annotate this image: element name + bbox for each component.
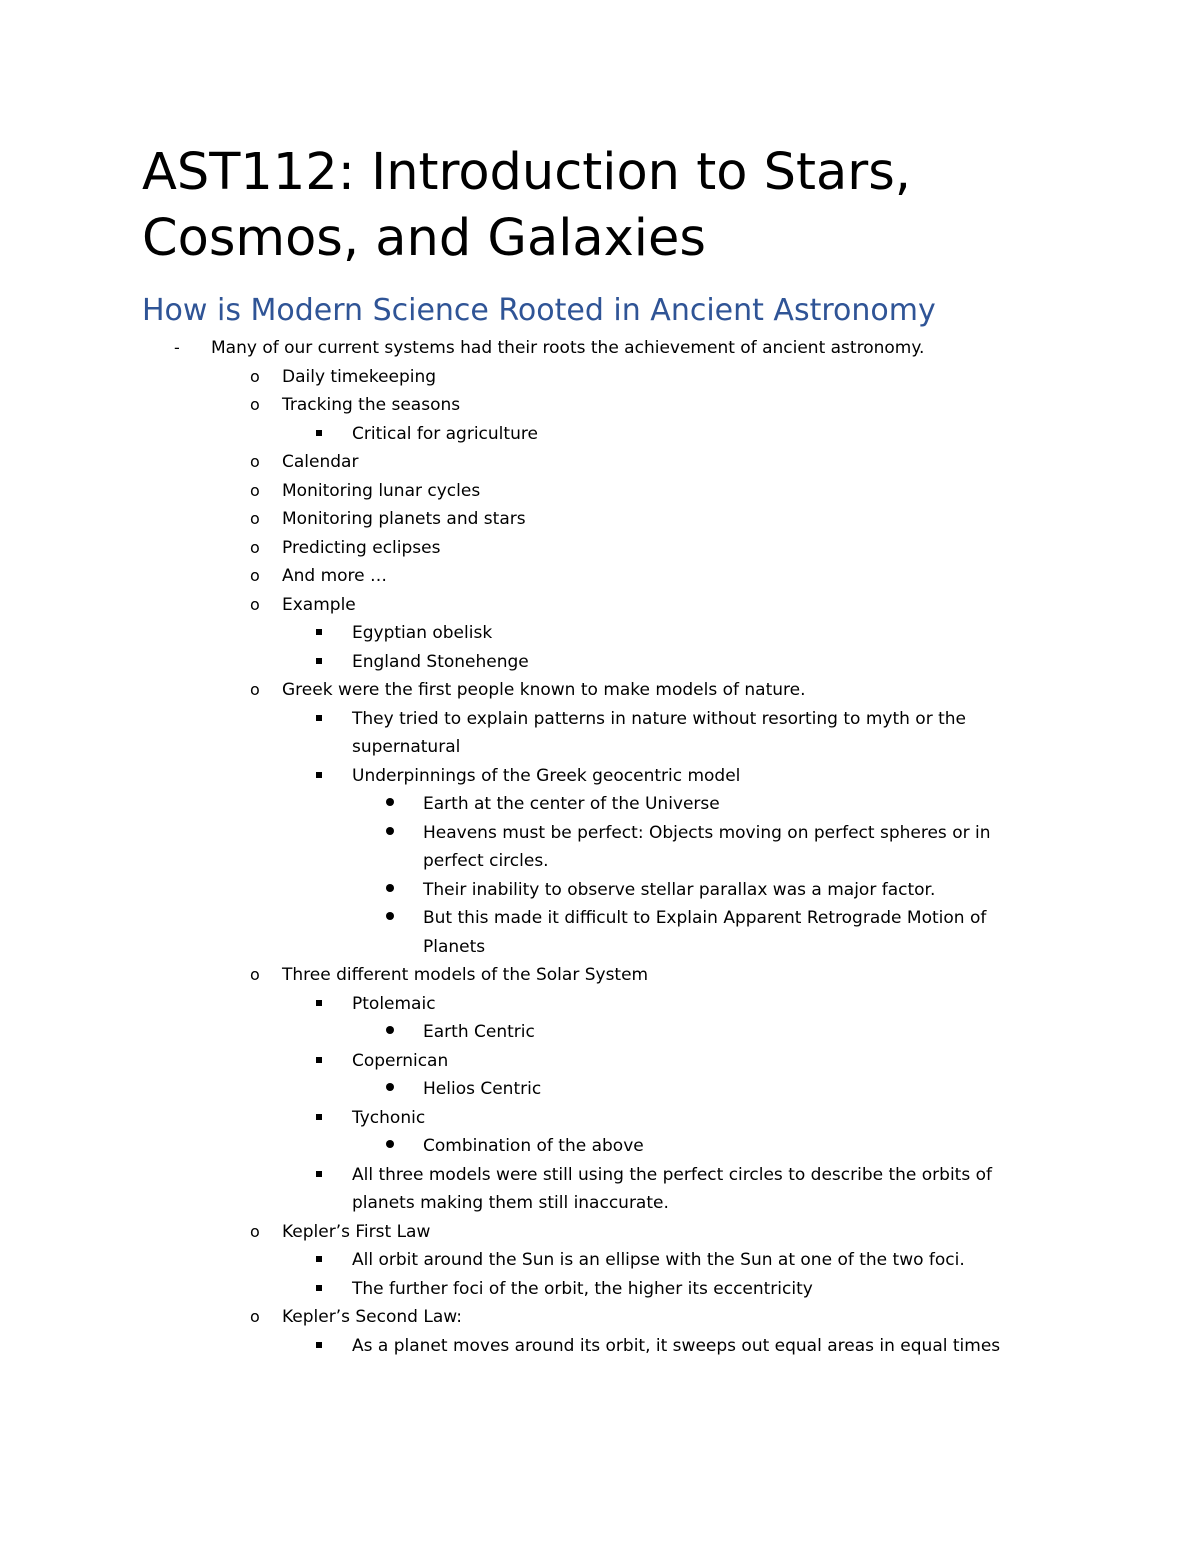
list-item: All orbit around the Sun is an ellipse with the Sun at one of the two foci. [0, 1246, 1014, 1275]
list-item: Critical for agriculture [0, 420, 1014, 449]
circle-bullet: o [250, 537, 260, 557]
list-item: o Greek were the first people known to make models of nature. [0, 676, 1011, 705]
square-bullet-icon [316, 420, 322, 449]
list-item: o Kepler’s Second Law: [0, 1303, 1011, 1332]
circle-bullet: o [250, 1221, 260, 1241]
circle-bullet: o [250, 366, 260, 386]
circle-bullet: o [250, 680, 260, 699]
list-item: o Monitoring planets and stars [0, 505, 1011, 534]
circle-bullet: o [250, 509, 260, 528]
round-bullet-icon [386, 1132, 394, 1161]
circle-bullet: o [250, 594, 260, 614]
square-bullet-icon [316, 1161, 322, 1190]
list-item: o Calendar [0, 448, 1011, 477]
circle-bullet: o [250, 452, 260, 471]
list-item: o Example [0, 591, 1011, 620]
list-item: Copernican [0, 1047, 1014, 1076]
list-item: Earth at the center of the Universe [0, 790, 1014, 819]
square-bullet-icon [316, 1047, 322, 1076]
square-bullet-icon [316, 1104, 322, 1133]
circle-bullet: o [250, 480, 260, 500]
list-item: England Stonehenge [0, 648, 1014, 677]
square-bullet-icon [316, 762, 322, 791]
list-item: Earth Centric [0, 1018, 1014, 1047]
section-heading: How is Modern Science Rooted in Ancient Astronomy [142, 293, 936, 328]
round-bullet-icon [386, 819, 394, 848]
list-item: As a planet moves around its orbit, it sweeps out equal areas in equal times [0, 1332, 1014, 1361]
square-bullet-icon [316, 648, 322, 677]
round-bullet-icon [386, 876, 394, 905]
circle-bullet: o [250, 395, 260, 414]
round-bullet-icon [386, 790, 394, 819]
list-item: - Many of our current systems had their roots the achievement of ancient astronomy. [0, 334, 1011, 363]
circle-bullet: o [250, 566, 260, 585]
list-item: The further foci of the orbit, the higher its eccentricity [0, 1275, 1014, 1304]
list-item: All three models were still using the perfect circles to describe the orbits of planets making them still inaccurate. [0, 1161, 1014, 1218]
list-item: Their inability to observe stellar parallax was a major factor. [0, 876, 1014, 905]
circle-bullet: o [250, 1307, 260, 1326]
square-bullet-icon [316, 1332, 322, 1361]
dash-bullet: - [174, 338, 180, 357]
list-item: Egyptian obelisk [0, 619, 1014, 648]
list-item: Ptolemaic [0, 990, 1014, 1019]
square-bullet-icon [316, 990, 322, 1019]
list-item: They tried to explain patterns in nature without resorting to myth or the supernatural [0, 705, 1014, 762]
square-bullet-icon [316, 619, 322, 648]
list-item: Tychonic [0, 1104, 1014, 1133]
list-item: o Monitoring lunar cycles [0, 477, 1011, 506]
list-item: But this made it difficult to Explain Apparent Retrograde Motion of Planets [0, 904, 1014, 961]
outline-list [0, 334, 1200, 1360]
list-item: o Daily timekeeping [0, 363, 1011, 392]
square-bullet-icon [316, 705, 322, 734]
square-bullet-icon [316, 1275, 322, 1304]
square-bullet-icon [316, 1246, 322, 1275]
round-bullet-icon [386, 1018, 394, 1047]
list-item: Combination of the above [0, 1132, 1014, 1161]
round-bullet-icon [386, 904, 394, 933]
list-item: Underpinnings of the Greek geocentric model [0, 762, 1014, 791]
list-item: o And more … [0, 562, 1011, 591]
document-title: AST112: Introduction to Stars, Cosmos, and Galaxies [142, 143, 911, 268]
list-item: Helios Centric [0, 1075, 1014, 1104]
list-item: o Three different models of the Solar System [0, 961, 1011, 990]
list-item: Heavens must be perfect: Objects moving on perfect spheres or in perfect circles. [0, 819, 1014, 876]
list-item: o Predicting eclipses [0, 534, 1011, 563]
list-item: o Kepler’s First Law [0, 1218, 1011, 1247]
list-item: o Tracking the seasons [0, 391, 1011, 420]
circle-bullet: o [250, 965, 260, 984]
round-bullet-icon [386, 1075, 394, 1104]
